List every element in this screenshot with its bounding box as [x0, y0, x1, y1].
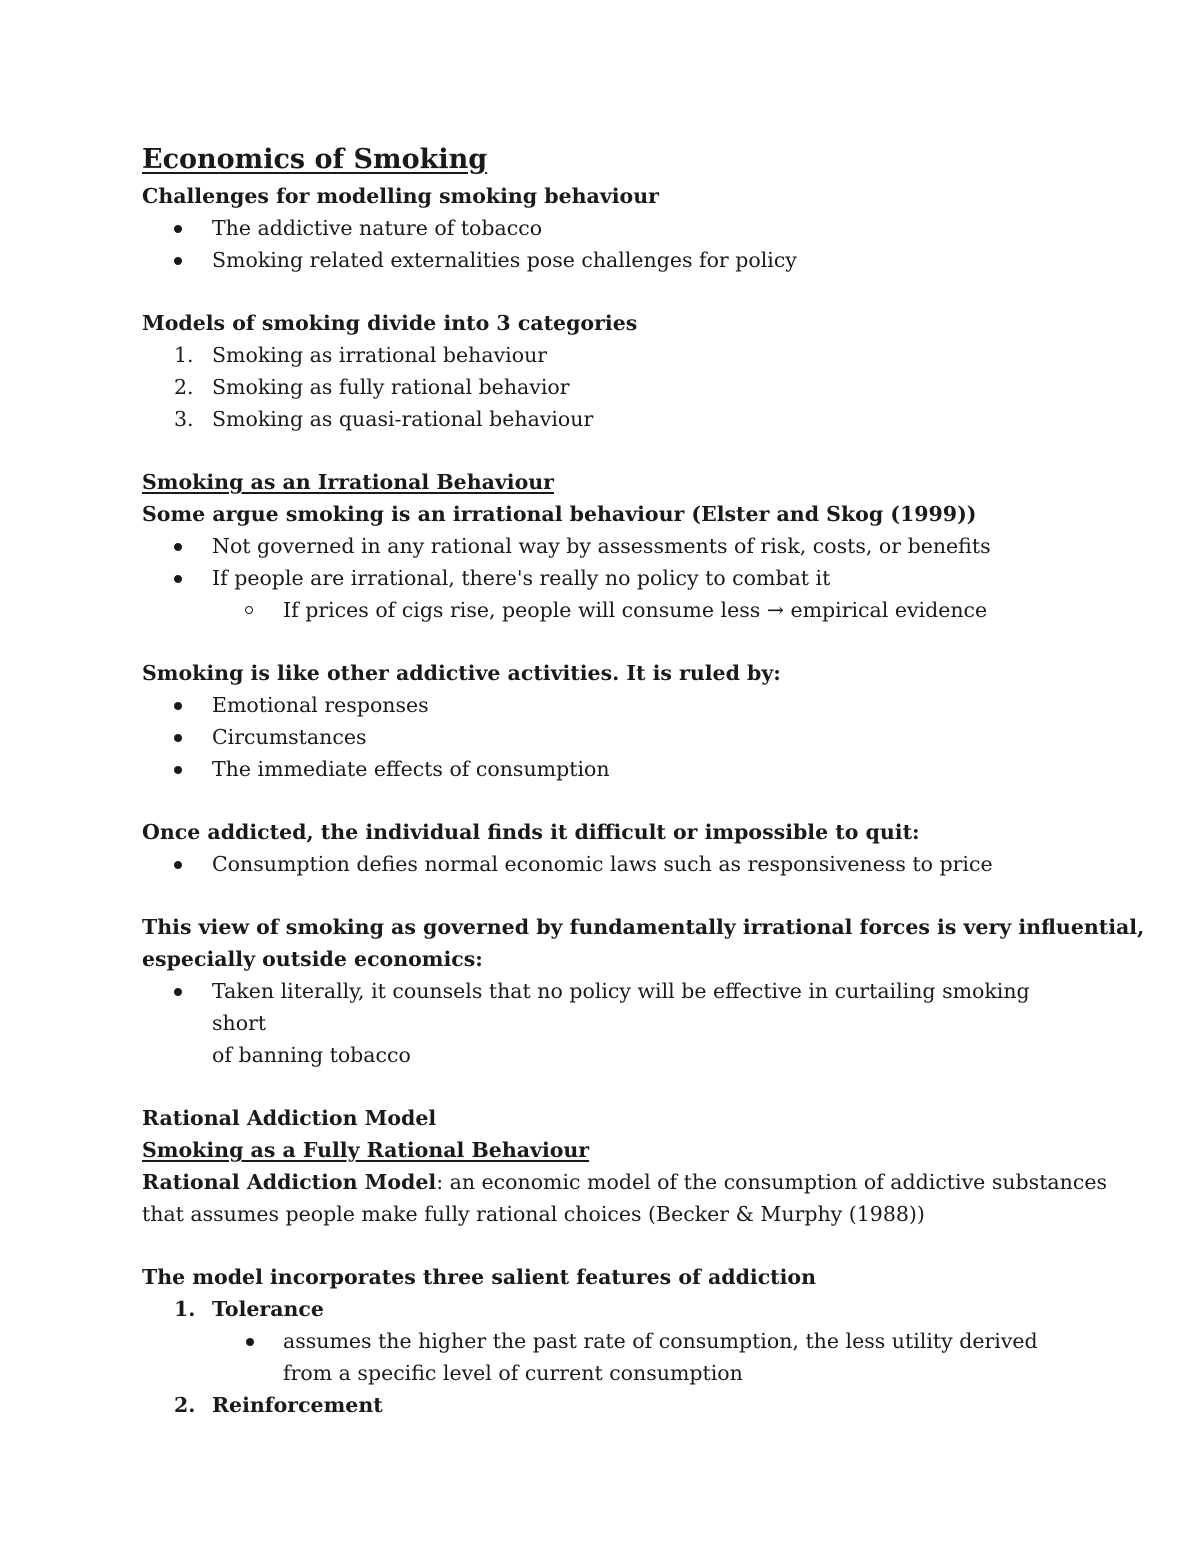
numbered-item	[142, 1293, 1072, 1325]
list-item-text: If prices of cigs rise, people will consume less → empirical evidence	[283, 598, 988, 622]
list-item-text: Circumstances	[212, 725, 367, 749]
list-item-text: Emotional responses	[212, 693, 429, 717]
list-item-text: If people are irrational, there's really no policy to combat it	[212, 566, 831, 590]
section-heading-features: The model incorporates three salient features of addiction	[142, 1265, 817, 1289]
section-heading-models: Models of smoking divide into 3 categories	[142, 311, 638, 335]
list-item-text: Smoking related externalities pose challenges for policy	[212, 248, 797, 272]
section-heading-rational-model: Rational Addiction Model	[142, 1106, 437, 1130]
list-item-text: The immediate effects of consumption	[212, 757, 610, 781]
list-item-text: Reinforcement	[212, 1393, 383, 1417]
list-item	[142, 721, 1072, 753]
definition-line1	[142, 1166, 1107, 1198]
list-item	[142, 530, 1072, 562]
list-item-text-continued: of banning tobacco	[212, 1043, 411, 1067]
list-item-text: Tolerance	[212, 1297, 324, 1321]
sub-list-item	[142, 594, 1072, 626]
bullet-icon	[174, 766, 182, 774]
section-heading-view-line2: especially outside economics:	[142, 947, 483, 971]
list-item	[142, 975, 1072, 1071]
section-heading-addicted: Once addicted, the individual finds it difficult or impossible to quit:	[142, 820, 920, 844]
item-number: 2.	[174, 1393, 196, 1417]
list-item-text: Taken literally, it counsels that no policy will be effective in curtailing smoking short	[212, 979, 1030, 1035]
bullet-icon	[174, 988, 182, 996]
item-number: 2.	[174, 375, 194, 399]
numbered-item	[142, 371, 1072, 403]
section-heading-irrational: Smoking as an Irrational Behaviour	[142, 470, 554, 494]
list-item-text: Consumption defies normal economic laws such as responsiveness to price	[212, 852, 993, 876]
definition-text: : an economic model of the consumption of addictive substances	[436, 1170, 1107, 1194]
bullet-icon	[174, 575, 182, 583]
item-number: 3.	[174, 407, 194, 431]
list-item-text: Smoking as quasi-rational behaviour	[212, 407, 594, 431]
section-heading-fully-rational: Smoking as a Fully Rational Behaviour	[142, 1138, 590, 1162]
definition-line2: that assumes people make fully rational choices (Becker & Murphy (1988))	[142, 1202, 925, 1226]
list-item-text: Smoking as irrational behaviour	[212, 343, 548, 367]
definition-term: Rational Addiction Model	[142, 1170, 437, 1194]
list-item-text: assumes the higher the past rate of consumption, the less utility derived	[283, 1329, 1038, 1353]
list-item-text: The addictive nature of tobacco	[212, 216, 543, 240]
item-number: 1.	[174, 343, 194, 367]
list-item	[142, 689, 1072, 721]
section-heading-challenges: Challenges for modelling smoking behaviour	[142, 184, 659, 208]
bullet-icon	[174, 257, 182, 265]
bullet-icon	[246, 1338, 254, 1346]
list-item-text: Not governed in any rational way by assessments of risk, costs, or benefits	[212, 534, 991, 558]
list-item	[142, 244, 1072, 276]
numbered-item	[142, 1389, 1072, 1421]
list-item-text: Smoking as fully rational behavior	[212, 375, 570, 399]
list-item	[142, 212, 1072, 244]
item-number: 1.	[174, 1297, 196, 1321]
bullet-icon	[174, 734, 182, 742]
list-item	[142, 753, 1072, 785]
section-heading-view-line1: This view of smoking as governed by fundamentally irrational forces is very influential,	[142, 915, 1145, 939]
list-item	[142, 562, 1072, 594]
numbered-item	[142, 339, 1072, 371]
numbered-item	[142, 403, 1072, 435]
bullet-icon	[174, 702, 182, 710]
document-title: Economics of Smoking	[142, 144, 488, 175]
section-heading-addictive: Smoking is like other addictive activities. It is ruled by:	[142, 661, 781, 685]
subheading-elster-skog: Some argue smoking is an irrational behaviour (Elster and Skog (1999))	[142, 502, 977, 526]
hollow-bullet-icon	[245, 606, 253, 614]
list-item	[142, 848, 1072, 880]
bullet-icon	[174, 225, 182, 233]
bullet-icon	[174, 543, 182, 551]
sub-list-item	[142, 1325, 1072, 1389]
document-page	[142, 140, 1145, 1421]
list-item-text-continued: from a specific level of current consumption	[283, 1361, 743, 1385]
bullet-icon	[174, 861, 182, 869]
